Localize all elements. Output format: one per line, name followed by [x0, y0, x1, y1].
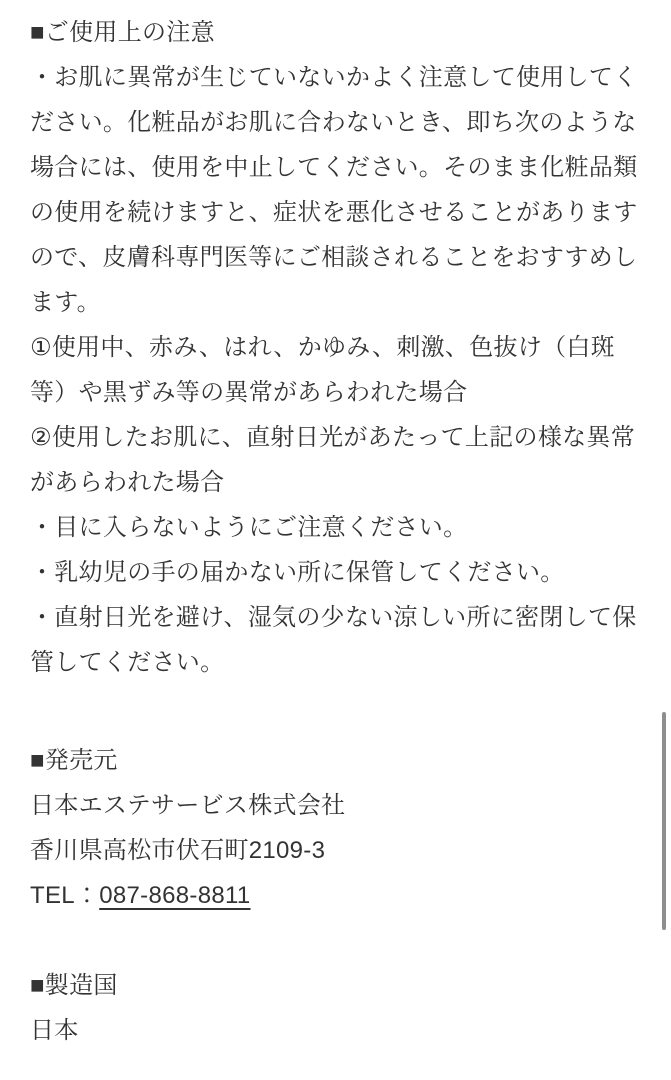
precaution-line: ます。 [30, 289, 101, 316]
tel-link[interactable]: 087-868-8811 [99, 882, 251, 909]
precaution-line: ださい。化粧品がお肌に合わないとき、即ち次のような [30, 109, 637, 136]
precautions-section [30, 10, 642, 685]
origin-country: 日本 [30, 1017, 79, 1044]
tel-label: TEL： [30, 882, 100, 909]
precaution-line: ・お肌に異常が生じていないかよく注意して使用してく [30, 64, 638, 91]
scrollbar-thumb[interactable] [662, 712, 666, 930]
precaution-line: 管してください。 [30, 649, 225, 676]
origin-heading: ■製造国 [30, 972, 118, 999]
precaution-line: ①使用中、赤み、はれ、かゆみ、刺激、色抜け（白斑 [30, 334, 616, 361]
precaution-line: ので、皮膚科専門医等にご相談されることをおすすめし [30, 244, 638, 271]
seller-address: 香川県高松市伏石町2109-3 [30, 837, 326, 864]
precaution-line: ・目に入らないようにご注意ください。 [30, 514, 468, 541]
precaution-line: ・直射日光を避け、湿気の少ない涼しい所に密閉して保 [30, 604, 637, 631]
precaution-line: があらわれた場合 [30, 469, 225, 496]
origin-section [30, 963, 642, 1053]
precautions-heading: ■ご使用上の注意 [30, 19, 215, 46]
seller-tel-line [30, 873, 642, 918]
precaution-line: ②使用したお肌に、直射日光があたって上記の様な異常 [30, 424, 636, 451]
precaution-line: 場合には、使用を中止してください。そのまま化粧品類 [30, 154, 638, 181]
seller-company-name: 日本エステサービス株式会社 [30, 792, 346, 819]
precaution-line: の使用を続けますと、症状を悪化させることがあります [30, 199, 638, 226]
precaution-line: 等）や黒ずみ等の異常があらわれた場合 [30, 379, 468, 406]
seller-section [30, 738, 642, 918]
seller-heading: ■発売元 [30, 747, 118, 774]
precaution-line: ・乳幼児の手の届かない所に保管してください。 [30, 559, 565, 586]
